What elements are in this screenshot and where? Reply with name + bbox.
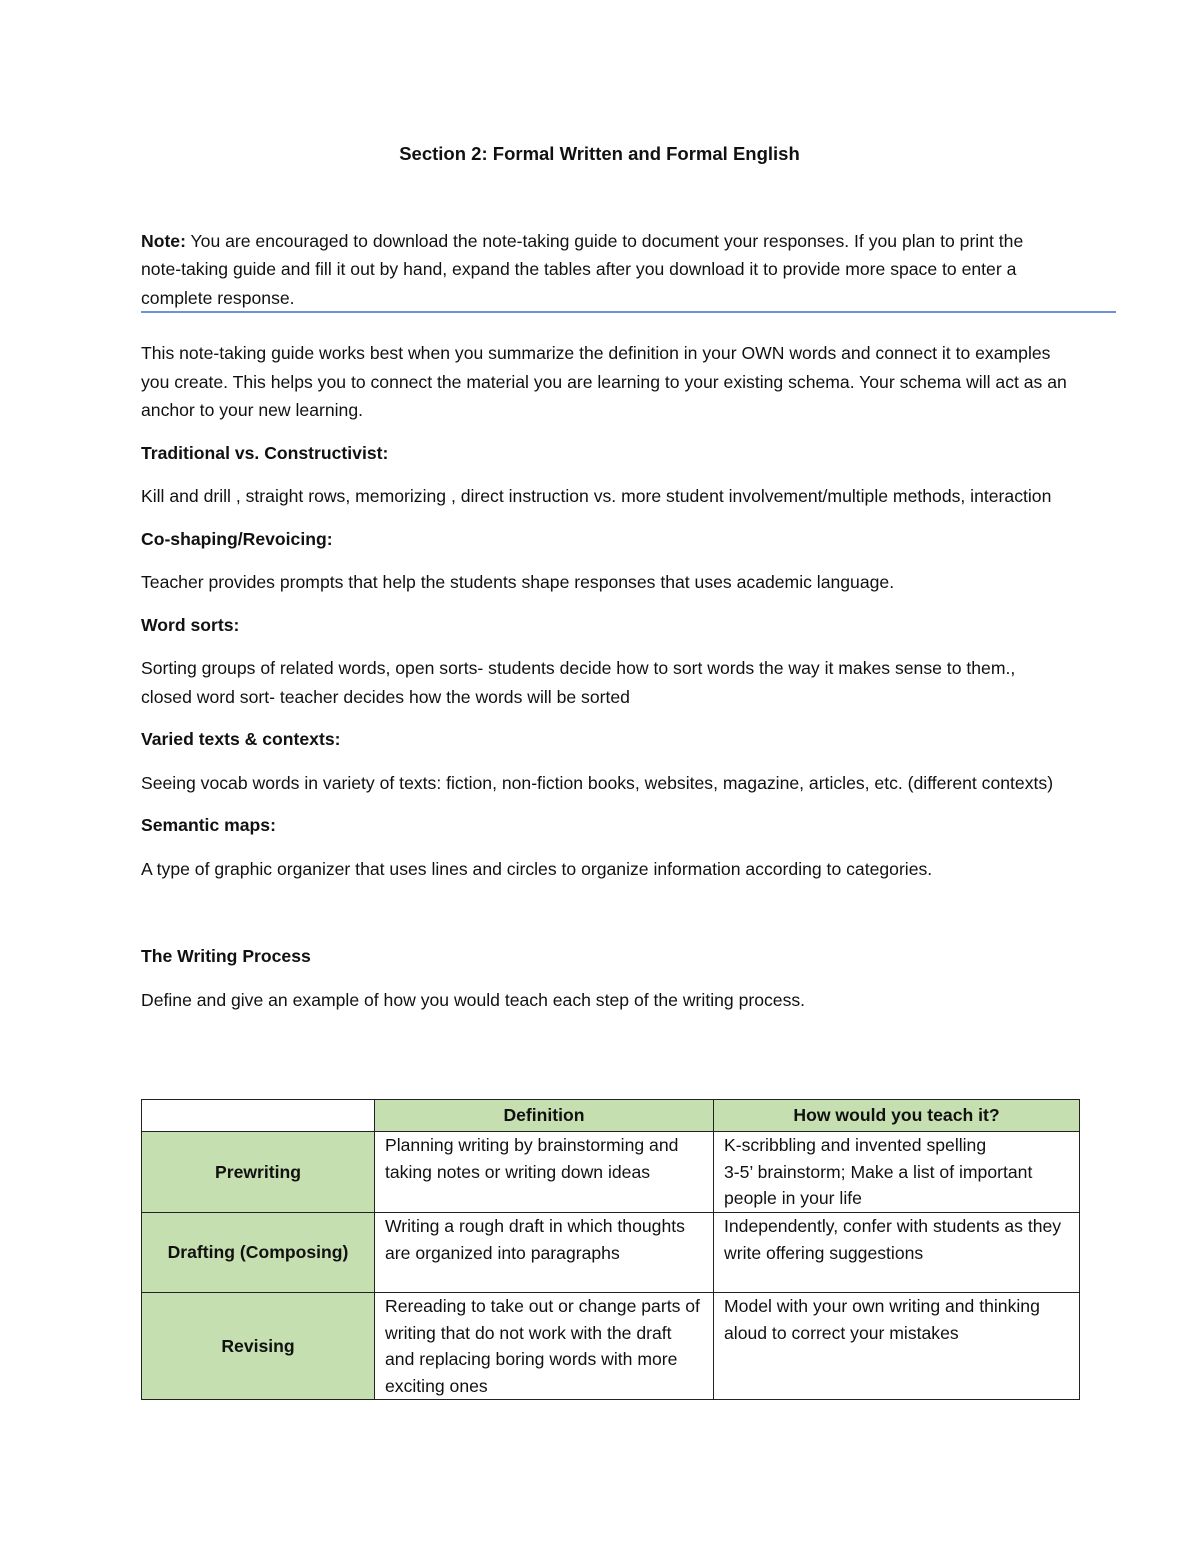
- writing-process-table: [141, 1099, 1080, 1400]
- term-heading-semantic-maps: Semantic maps:: [141, 815, 276, 835]
- term-heading-varied-texts: Varied texts & contexts:: [141, 729, 341, 749]
- note-text: You are encouraged to download the note-taking guide to document your responses. If you plan to print the note-taking guide and fill it out by hand, expand the tables after you download it to provide more space to enter a complete response.: [141, 230, 1024, 308]
- table-row: [142, 1293, 1080, 1400]
- table-row-header: Prewriting: [142, 1132, 375, 1213]
- table-cell-definition: Planning writing by brainstorming and taking notes or writing down ideas: [375, 1132, 714, 1213]
- term-body-traditional: Kill and drill , straight rows, memorizing , direct instruction vs. more student involvement/multiple methods, interaction: [141, 486, 1052, 506]
- table-cell-definition: Writing a rough draft in which thoughts are organized into paragraphs: [375, 1213, 714, 1293]
- table-header-corner: [142, 1100, 375, 1132]
- writing-process-instructions: Define and give an example of how you would teach each step of the writing process.: [141, 989, 806, 1010]
- document-body: [141, 140, 1081, 1014]
- table-cell-definition: Rereading to take out or change parts of writing that do not work with the draft and replacing boring words with more exciting ones: [375, 1293, 714, 1400]
- table-row: [142, 1213, 1080, 1293]
- table-header-definition: Definition: [375, 1100, 714, 1132]
- note-paragraph: [141, 227, 1061, 313]
- term-heading-traditional: Traditional vs. Constructivist:: [141, 442, 389, 463]
- writing-process-heading: The Writing Process: [141, 946, 311, 966]
- table-cell-line: Independently, confer with students as they write offering suggestions: [724, 1216, 1062, 1263]
- intro-paragraph: This note-taking guide works best when you summarize the definition in your OWN words and connect it to examples you create. This helps you to connect the material you are learning to your existing schema. Your schema will act as an anchor to your new learning.: [141, 343, 1067, 420]
- term-body-coshaping: Teacher provides prompts that help the students shape responses that uses academic language.: [141, 572, 895, 592]
- table-cell-line: Model with your own writing and thinking aloud to correct your mistakes: [724, 1296, 1040, 1343]
- term-body-varied-texts: Seeing vocab words in variety of texts: fiction, non-fiction books, websites, magazine, articles, etc. (different contexts): [141, 772, 1054, 793]
- horizontal-rule: [141, 311, 1116, 313]
- table-row-header: Drafting (Composing): [142, 1213, 375, 1293]
- table-cell-teach: [714, 1213, 1080, 1293]
- term-body-semantic-maps: A type of graphic organizer that uses lines and circles to organize information according to categories.: [141, 858, 933, 879]
- table-header-teach: How would you teach it?: [714, 1100, 1080, 1132]
- table-row-header: Revising: [142, 1293, 375, 1400]
- table-cell-line: K-scribbling and invented spelling: [724, 1135, 987, 1155]
- table-cell-teach: [714, 1293, 1080, 1400]
- table-cell-line: 3-5’ brainstorm; Make a list of important people in your life: [724, 1161, 1033, 1208]
- note-label: Note:: [141, 230, 186, 251]
- term-heading-coshaping: Co-shaping/Revoicing:: [141, 528, 333, 549]
- page-title: Section 2: Formal Written and Formal English: [399, 143, 800, 164]
- term-body-word-sorts: Sorting groups of related words, open sorts- students decide how to sort words the way it makes sense to them., closed word sort- teacher decides how the words will be sorted: [141, 658, 1016, 707]
- table-row: [142, 1132, 1080, 1213]
- table-cell-teach: [714, 1132, 1080, 1213]
- table-header-row: [142, 1100, 1080, 1132]
- term-heading-word-sorts: Word sorts:: [141, 614, 240, 635]
